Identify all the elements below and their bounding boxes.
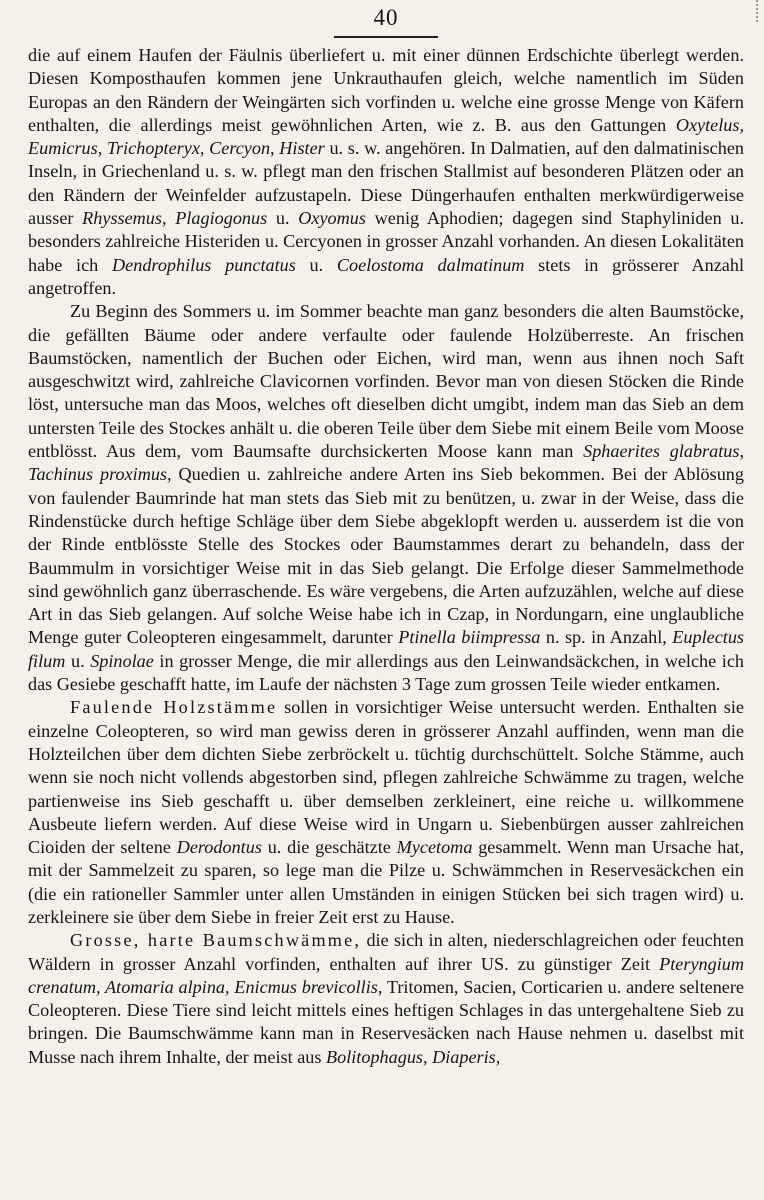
paragraph xyxy=(28,696,744,929)
text-run: u. s. w. angehören. In Dalmatien, auf den dalmatinischen Inseln, in Griechenland u. s. w. pflegt man den frischen Stallmist auf besonderen Plätzen oder an den Rändern der Weinfelder aufzustapeln. Diese Düngerhaufen enthalten merkwürdigerweise ausser xyxy=(28,138,744,229)
text-run: stets in grösserer Anzahl angetroffen. xyxy=(28,254,745,298)
text-run: sollen in vorsichtiger Weise untersucht werden. Enthalten sie einzelne Coleopteren, so wird man gewiss deren in grösserer Anzahl auffinden, wenn man die Holzteilchen über dem dichten Siebe zerbröckelt u. tüchtig durchschüttelt. Solche Stämme, auch wenn sie noch nicht vollends abgestorben sind, pflegen zahlreiche Schwämme zu tragen, welche partienweise ins Sieb geschafft u. über demselben zerkleinert, eine reiche u. willkommene Ausbeute liefern werden. Auf diese Weise wird in Ungarn u. Siebenbürgen ausser zahlreichen Cioiden der seltene xyxy=(28,697,745,858)
paragraph xyxy=(28,300,744,696)
text-run: Quedien u. zahlreiche andere Arten ins Sieb bekommen. Bei der Ablösung von faulender Baumrinde hat man stets das Sieb mit zu benützen, u. zwar in der Weise, dass die Rindenstücke durch heftige Schläge über dem Siebe abgeklopft werden u. ausserdem ist die von der Rinde entblösste Stelle des Stockes oder Baumstammes derart zu behandeln, dass der Baummulm in vorsichtiger Weise mit in das Sieb gelangt. Die Erfolge dieser Sammelmethode sind gewöhnlich ganz überraschende. Es wäre vergebens, die Arten aufzuzählen, welche auf diese Art in das Sieb gelangen. Auf solche Weise habe ich in Czap, in Nordungarn, eine unglaubliche Menge guter Coleopteren eingesammelt, darunter xyxy=(28,464,744,648)
taxon-name: Spinolae xyxy=(90,650,154,671)
taxon-name: Dendrophilus punctatus xyxy=(112,254,296,275)
text-run: u. die geschätzte xyxy=(261,837,397,858)
spaced-heading-text: Grosse, harte Baumschwämme, xyxy=(70,930,362,951)
body-text xyxy=(28,44,744,1069)
taxon-name: Oxytelus, Eumicrus, Trichopteryx, Cercyon, Hister xyxy=(28,114,744,159)
text-run: u. xyxy=(295,254,337,275)
taxon-name: Mycetoma xyxy=(396,837,473,858)
taxon-name: Rhyssemus, Plagiogonus xyxy=(82,208,268,229)
text-run: u. xyxy=(267,208,299,229)
taxon-name: Coelostoma dalmatinum xyxy=(336,254,525,275)
spaced-heading-text: Faulende Holzstämme xyxy=(70,697,278,718)
taxon-name: Derodontus xyxy=(176,837,262,858)
taxon-name: Pteryngium crenatum, Atomaria alpina, Enicmus brevicollis, xyxy=(28,953,744,997)
text-run: die auf einem Haufen der Fäulnis überliefert u. mit einer dünnen Erdschichte überlegt werden. Diesen Komposthaufen kommen jene Unkrauthaufen gleich, welche namentlich im Süden Europas an den Rändern der Weingärten sich vorfinden u. welche eine grosse Menge von Käfern enthalten, die allerdings meist gewöhnlichen Arten, wie z. B. aus den Gattungen xyxy=(28,45,744,135)
paragraph xyxy=(28,929,744,1069)
text-run: Zu Beginn des Sommers u. im Sommer beachte man ganz besonders die alten Baumstöcke, die gefällten Bäume oder andere verfaulte oder faulende Holzüberreste. An frischen Baumstöcken, namentlich der Buchen oder Eichen, wird man, wenn aus ihnen noch Saft ausgeschwitzt wird, zahlreiche Clavicornen vorfinden. Bevor man von diesen Stöcken die Rinde löst, untersuche man das Moos, welches oft dieselben dicht umgibt, indem man das Sieb an dem untersten Teile des Stockes anhält u. die oberen Teile über dem Siebe mit einem Beile vom Moose entblösst. Aus dem, vom Baumsafte durchsickerten Moose kann man xyxy=(28,301,744,462)
taxon-name: Oxyomus xyxy=(298,208,366,229)
text-run: n. sp. in Anzahl, xyxy=(540,627,673,648)
text-run: u. xyxy=(65,650,91,671)
page-number: 40 xyxy=(373,5,399,30)
taxon-name: Bolitophagus, Diaperis, xyxy=(326,1046,501,1067)
text-run: die sich in alten, niederschlagreichen oder feuchten Wäldern in grosser Anzahl vorfinden, enthalten auf ihrer US. zu günstiger Zeit xyxy=(28,930,744,974)
text-run: Tritomen, Sacien, Corticarien u. andere seltenere Coleopteren. Diese Tiere sind leicht mittels eines heftigen Schlages in das untergehaltene Sieb zu bringen. Die Baumschwämme kann man in Reservesäcken nach Hause nehmen u. daselbst mit Musse nach ihrem Inhalte, der meist aus xyxy=(28,976,744,1067)
text-run: gesammelt. Wenn man Ursache hat, mit der Sammelzeit zu sparen, so lege man die Pilze u. Schwämmchen in Reservesäckchen ein (die ein rationeller Sammler unter allen Umständen in einigen Stücken bei sich tragen wird) u. zerkleinere sie über dem Siebe in freier Zeit erst zu Hause. xyxy=(28,837,745,927)
taxon-name: Sphaerites glabratus, Tachinus proximus, xyxy=(28,441,744,485)
taxon-name: Ptinella biimpressa xyxy=(398,627,541,648)
header-rule xyxy=(334,36,438,38)
text-run: wenig Aphodien; dagegen sind Staphyliniden u. besonders zahlreiche Histeriden u. Cercyonen in grosser Anzahl vorhanden. An diesen Lokalitäten habe ich xyxy=(28,208,745,275)
paragraph xyxy=(28,44,744,300)
text-run: in grosser Menge, die mir allerdings aus den Leinwandsäckchen, in welche ich das Gesiebe geschafft hatte, im Laufe der nächsten 3 Tage zum grossen Teile wieder entkamen. xyxy=(28,650,744,695)
page-edge-mark xyxy=(748,0,758,22)
taxon-name: Euplectus filum xyxy=(28,627,744,671)
